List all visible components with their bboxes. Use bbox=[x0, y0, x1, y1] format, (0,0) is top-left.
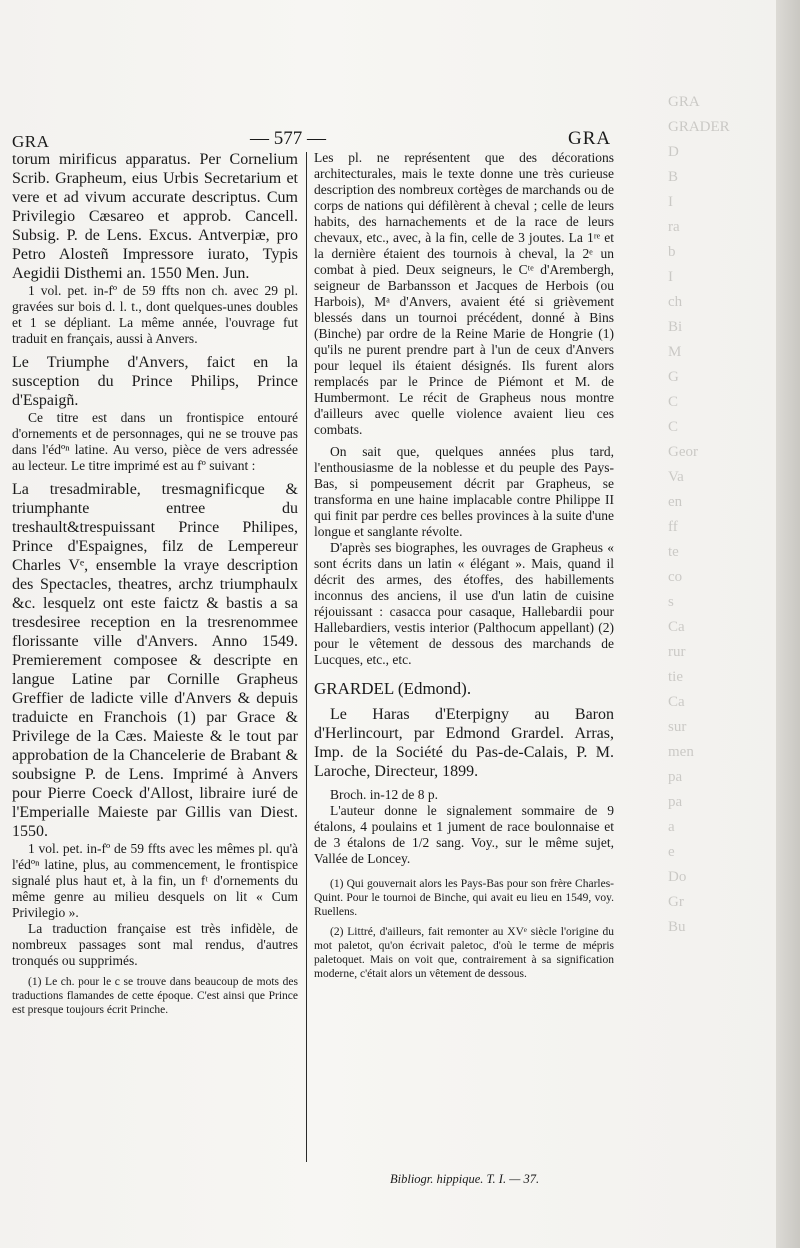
left-column bbox=[12, 150, 298, 1017]
bleed-line: ff bbox=[668, 519, 678, 535]
bleed-line: pa bbox=[668, 794, 683, 810]
bleed-line: Do bbox=[668, 869, 687, 885]
bleed-line: G bbox=[668, 369, 679, 385]
bleed-line: Ca bbox=[668, 694, 685, 710]
bleed-line: Va bbox=[668, 469, 684, 485]
bleed-line: te bbox=[668, 544, 679, 560]
page-edge bbox=[776, 0, 800, 1248]
bleed-line: GRADER bbox=[668, 119, 730, 135]
bleed-line: rur bbox=[668, 644, 686, 660]
right-column bbox=[314, 150, 614, 981]
bleed-line: I bbox=[668, 194, 673, 210]
right-paragraph: GRARDEL (Edmond). bbox=[314, 679, 472, 698]
right-paragraph: D'après ses biographes, les ouvrages de Grapheus « sont écrits dans un latin « élégant ». Mais, quand il décrit des armes, des étoffes, des habillements inconnus des anciens, il use d'un latin de cuisine réjouissant : casacca pour casaque, Hallebardii pour Hallebardiers, vestis interior (Palthocum appellant) (2) pour le vêtement de dessous des marchands de Lucques, etc., etc. bbox=[314, 540, 614, 667]
bleed-line: D bbox=[668, 144, 679, 160]
bleed-through-text bbox=[668, 90, 788, 1150]
left-paragraph: 1 vol. pet. in-fº de 59 ffts non ch. avec 29 pl. gravées sur bois d. l. t., dont quelques-unes doubles et 1 se dépliant. La même année, l'ouvrage fut traduit en français, aussi à Anvers. bbox=[12, 283, 298, 346]
bleed-line: en bbox=[668, 494, 683, 510]
header-right: GRA bbox=[568, 128, 612, 149]
column-divider bbox=[306, 152, 307, 1162]
bleed-line: Ca bbox=[668, 619, 685, 635]
bleed-line: e bbox=[668, 844, 675, 860]
bleed-line: I bbox=[668, 269, 673, 285]
right-paragraph: On sait que, quelques années plus tard, l'enthousiasme de la noblesse et du peuple des Pays-Bas, si pompeusement décrit par Grapheus, se transforma en une haine implacable contre Philippe II qui finit par perdre ces belles provinces à la suite d'une longue et sanglante révolte. bbox=[314, 444, 614, 539]
left-paragraph: 1 vol. pet. in-fº de 59 ffts avec les mêmes pl. qu'à l'édºⁿ latine, plus, au commencement, le frontispice signalé plus haut et, à la fin, un fᵗ d'ornements du même genre au milieu desquels on lit « Cum Privilegio ». bbox=[12, 841, 298, 920]
left-paragraph: torum mirificus apparatus. Per Cornelium Scrib. Grapheum, eius Urbis Secretarium et vere et ad vivum accurate descriptus. Cum Privilegio Cæsareo et approb. Cancell. Subsig. P. de Lens. Excus. Antverpiæ, pro Petro Alosteñ Impressore iurato, Typis Aegidii Disthemi an. 1550 Men. Jun. bbox=[12, 151, 298, 282]
bleed-line: B bbox=[668, 169, 679, 185]
bleed-line: Bi bbox=[668, 319, 683, 335]
bleed-line: C bbox=[668, 419, 679, 435]
bleed-line: co bbox=[668, 569, 683, 585]
left-paragraph: La traduction française est très infidèle, de nombreux passages sont mal rendus, d'autres tronqués ou supprimés. bbox=[12, 921, 298, 968]
right-paragraph: Le Haras d'Eterpigny au Baron d'Herlincourt, par Edmond Grardel. Arras, Imp. de la Société du Pas-de-Calais, P. M. Laroche, Directeur, 1899. bbox=[314, 706, 614, 780]
bleed-line: M bbox=[668, 344, 682, 360]
bleed-line: sur bbox=[668, 719, 687, 735]
bleed-line: a bbox=[668, 819, 675, 835]
right-paragraph: (2) Littré, d'ailleurs, fait remonter au XVᵉ siècle l'origine du mot paletot, qu'on écrivait paletoc, d'où le terme de mépris paletoquet. Mais on voit que, contrairement à sa signification moderne, c'était alors un vêtement de dessous. bbox=[314, 926, 614, 980]
left-paragraph: Ce titre est dans un frontispice entouré d'ornements et de personnages, qui ne se trouve pas dans l'édºⁿ latine. Au verso, pièce de vers adressée au lecteur. Le titre imprimé est au fº suivant : bbox=[12, 410, 298, 473]
right-paragraph: (1) Qui gouvernait alors les Pays-Bas pour son frère Charles-Quint. Pour le tournoi de Binche, qui avait eu lieu en 1549, voy. Ruellens. bbox=[314, 878, 614, 918]
page-number: — 577 — bbox=[250, 128, 326, 149]
left-paragraph: Le Triumphe d'Anvers, faict en la susception du Prince Philips, Prince d'Espaigñ. bbox=[12, 354, 298, 409]
bleed-line: C bbox=[668, 394, 679, 410]
right-paragraph: L'auteur donne le signalement sommaire de 9 étalons, 4 poulains et 1 jument de race boulonnaise et de 3 étalons de 1/2 sang. Voy., sur le même sujet, Vallée de Loncey. bbox=[314, 803, 614, 866]
footer-signature: Bibliogr. hippique. T. I. — 37. bbox=[390, 1172, 540, 1186]
bleed-line: Geor bbox=[668, 444, 698, 460]
bleed-line: b bbox=[668, 244, 676, 260]
bleed-line: men bbox=[668, 744, 694, 760]
right-paragraph: Broch. in-12 de 8 p. bbox=[330, 787, 438, 802]
header-left: GRA bbox=[12, 132, 50, 151]
left-paragraph: La tresadmirable, tresmagnificque & triumphante entree du treshault&trespuissant Prince Philipes, Prince d'Espaignes, filz de Lempereur Charles Vᵉ, ensemble la vraye description des Spectacles, theatres, archz triumphaulx &c. lesquelz ont este faictz & bastis a sa tresdesiree reception en la tresrenommee florissante ville d'Anvers. Anno 1549. Premierement composee & descripte en langue Latine par Cornille Grapheus Greffier de ladicte ville d'Anvers & depuis traduicte en Franchois (1) par Grace & Privilege de la Cæs. Maieste & le tout par approbation de la Chancelerie de Brabant & soubsigne P. de Lens. Imprimé à Anvers pour Pierre Coeck d'Allost, libraire iuré de l'Emperialle Maieste par Gillis van Diest. 1550. bbox=[12, 481, 298, 840]
bleed-line: ra bbox=[668, 219, 680, 235]
bleed-line: tie bbox=[668, 669, 683, 685]
bleed-line: s bbox=[668, 594, 674, 610]
right-paragraph: Les pl. ne représentent que des décorations architecturales, mais le texte donne une très curieuse description des nombreux cortèges de marchands ou de corps de nations qui défilèrent à cheval ; celle de leurs habits, des harnachements et de la race de leurs chevaux, etc., avec, à la fin, celle de 3 joutes. La 1ʳᵉ et la dernière étaient des tournois à cheval, la 2ᵉ un combat à pied. Deux seigneurs, le Cᵗᵉ d'Arembergh, seigneur de Barbansson et Jacques de Herbois (ou Harbois), Mᵃ d'Anvers, avaient été si grièvement blessés dans un tournoi précédent, donné à Bins (Binche) par ordre de la Reine Marie de Hongrie (1) qu'ils ne purent prendre part à l'un de ceux d'Anvers pour lequel ils étaient désignés. Ils furent alors remplacés par le Prince de Piémont et M. de Humbermont. Le récit de Grapheus nous montre d'ailleurs avec quelle violence avaient lieu ces combats. bbox=[314, 150, 614, 437]
bleed-line: Gr bbox=[668, 894, 684, 910]
left-paragraph: (1) Le ch. pour le c se trouve dans beaucoup de mots des traductions flamandes de cette époque. C'est ainsi que Prince est presque toujours écrit Princhе. bbox=[12, 976, 298, 1016]
bleed-line: ch bbox=[668, 294, 683, 310]
bleed-line: Bu bbox=[668, 919, 686, 935]
bleed-line: pa bbox=[668, 769, 683, 785]
bleed-line: GRA bbox=[668, 94, 700, 110]
